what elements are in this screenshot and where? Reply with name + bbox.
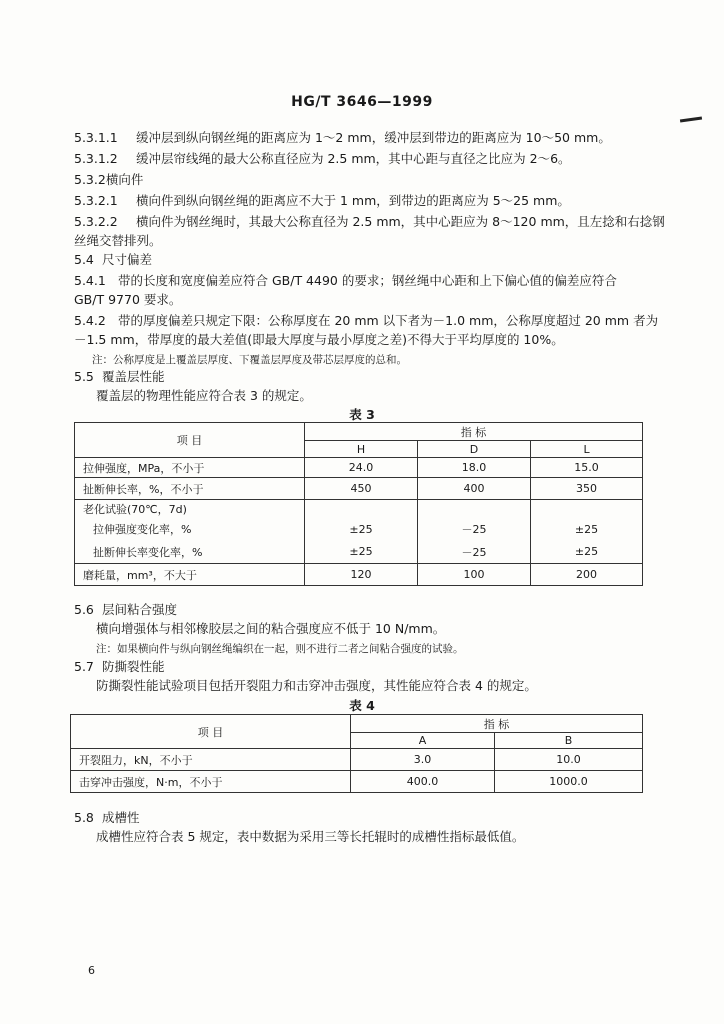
clause-number: 5.3.1.2	[74, 151, 118, 166]
table-3-index-header: 指 标	[305, 423, 643, 441]
row-label: 扯断伸长率变化率，%	[75, 541, 305, 564]
clause-text: 带的长度和宽度偏差应符合 GB/T 4490 的要求；钢丝绳中心距和上下偏心值的偏差应符合	[118, 273, 617, 288]
clause-text: 缓冲层到纵向钢丝绳的距离应为 1～2 mm，缓冲层到带边的距离应为 10～50 mm。	[136, 130, 611, 145]
clause-5-4-1-cont: GB/T 9770 要求。	[74, 292, 182, 307]
clause-heading: 覆盖层性能	[102, 369, 165, 384]
cell-value: ±25	[531, 541, 643, 564]
cell-value: ±25	[531, 518, 643, 541]
standard-code-header: HG/T 3646—1999	[291, 94, 433, 110]
cell-value: －25	[418, 541, 531, 564]
table-3-caption: 表 3	[349, 407, 375, 422]
table-row	[75, 458, 643, 478]
clause-number: 5.3.1.1	[74, 130, 118, 145]
clause-heading: 横向件	[105, 172, 144, 187]
clause-number: 5.6	[74, 602, 94, 617]
row-label: 扯断伸长率，%，不小于	[75, 478, 305, 500]
clause-5-3-2	[74, 172, 143, 188]
note-adhesion: 注：如果横向件与纵向钢丝绳编织在一起，则不进行二者之间粘合强度的试验。	[96, 643, 464, 655]
clause-5-3-1-1	[74, 130, 611, 146]
cell-value	[531, 500, 643, 518]
clause-5-3-2-1	[74, 193, 570, 209]
clause-5-7-body: 防撕裂性能试验项目包括开裂阻力和击穿冲击强度，其性能应符合表 4 的规定。	[96, 678, 537, 693]
table-row	[75, 500, 643, 518]
cell-value	[418, 500, 531, 518]
table-3	[74, 422, 643, 586]
clause-5-4-2	[74, 313, 658, 329]
clause-number: 5.5	[74, 369, 94, 384]
clause-5-4	[74, 252, 152, 268]
row-label: 拉伸强度，MPa，不小于	[75, 458, 305, 478]
clause-heading: 成槽性	[102, 810, 140, 825]
clause-5-8-body: 成槽性应符合表 5 规定，表中数据为采用三等长托辊时的成槽性指标最低值。	[96, 829, 525, 844]
cell-value: 15.0	[531, 458, 643, 478]
cell-value: 350	[531, 478, 643, 500]
clause-number: 5.3.2.1	[74, 193, 118, 208]
clause-text: 带的厚度偏差只规定下限：公称厚度在 20 mm 以下者为－1.0 mm，公称厚度超过 20 mm 者为	[118, 313, 659, 328]
cell-value: －25	[418, 518, 531, 541]
cell-value: 120	[305, 564, 418, 586]
table-4-index-header: 指 标	[351, 715, 643, 733]
clause-text: 横向件为钢丝绳时，其最大公称直径为 2.5 mm，其中心距应为 8～120 mm，且左捻和右捻钢	[136, 214, 665, 229]
table-4-grade-a: A	[351, 733, 495, 749]
clause-5-3-2-2	[74, 214, 665, 230]
row-label: 磨耗量，mm³，不大于	[75, 564, 305, 586]
table-3-item-header: 项 目	[75, 423, 305, 458]
cell-value: 100	[418, 564, 531, 586]
table-row	[75, 518, 643, 541]
cell-value: ±25	[305, 518, 418, 541]
clause-5-7	[74, 659, 165, 675]
clause-5-3-2-2-cont: 丝绳交替排列。	[74, 233, 162, 248]
cell-value: 400	[418, 478, 531, 500]
table-row	[75, 541, 643, 564]
table-row	[75, 564, 643, 586]
clause-number: 5.3.2.2	[74, 214, 118, 229]
clause-5-6-body: 横向增强体与相邻橡胶层之间的粘合强度应不低于 10 N/mm。	[96, 621, 446, 636]
table-4-caption: 表 4	[349, 698, 375, 713]
page-number: 6	[88, 964, 95, 977]
row-label: 拉伸强度变化率，%	[75, 518, 305, 541]
clause-5-5-body: 覆盖层的物理性能应符合表 3 的规定。	[96, 388, 312, 403]
clause-5-8	[74, 810, 140, 826]
clause-heading: 防撕裂性能	[102, 659, 165, 674]
row-label: 击穿冲击强度，N·m，不小于	[71, 771, 351, 793]
scan-margin-mark	[680, 116, 702, 122]
table-4-grade-b: B	[495, 733, 643, 749]
cell-value: 1000.0	[495, 771, 643, 793]
clause-number: 5.3.2	[74, 172, 106, 187]
table-4	[70, 714, 643, 793]
clause-heading: 尺寸偏差	[102, 252, 153, 267]
clause-number: 5.4.2	[74, 313, 106, 328]
cell-value	[305, 500, 418, 518]
cell-value: ±25	[305, 541, 418, 564]
row-label: 老化试验(70℃，7d)	[75, 500, 305, 518]
clause-text: 缓冲层帘线绳的最大公称直径应为 2.5 mm，其中心距与直径之比应为 2～6。	[136, 151, 571, 166]
clause-5-5	[74, 369, 165, 385]
cell-value: 18.0	[418, 458, 531, 478]
clause-5-4-1	[74, 273, 617, 289]
cell-value: 10.0	[495, 749, 643, 771]
table-3-grade-l: L	[531, 441, 643, 458]
cell-value: 3.0	[351, 749, 495, 771]
clause-number: 5.4.1	[74, 273, 106, 288]
note-thickness: 注：公称厚度是上覆盖层厚度、下覆盖层厚度及带芯层厚度的总和。	[92, 354, 407, 366]
table-row	[71, 771, 643, 793]
clause-5-6	[74, 602, 177, 618]
clause-text: 横向件到纵向钢丝绳的距离应不大于 1 mm，到带边的距离应为 5～25 mm。	[136, 193, 570, 208]
cell-value: 450	[305, 478, 418, 500]
clause-5-4-2-cont: －1.5 mm，带厚度的最大差值(即最大厚度与最小厚度之差)不得大于平均厚度的 10%。	[74, 332, 564, 347]
table-row	[71, 749, 643, 771]
clause-number: 5.4	[74, 252, 94, 267]
table-4-item-header: 项 目	[71, 715, 351, 749]
row-label: 开裂阻力，kN，不小于	[71, 749, 351, 771]
clause-number: 5.7	[74, 659, 94, 674]
table-3-grade-h: H	[305, 441, 418, 458]
table-3-grade-d: D	[418, 441, 531, 458]
cell-value: 200	[531, 564, 643, 586]
cell-value: 400.0	[351, 771, 495, 793]
clause-5-3-1-2	[74, 151, 571, 167]
table-row	[75, 478, 643, 500]
cell-value: 24.0	[305, 458, 418, 478]
clause-number: 5.8	[74, 810, 94, 825]
clause-heading: 层间粘合强度	[102, 602, 178, 617]
